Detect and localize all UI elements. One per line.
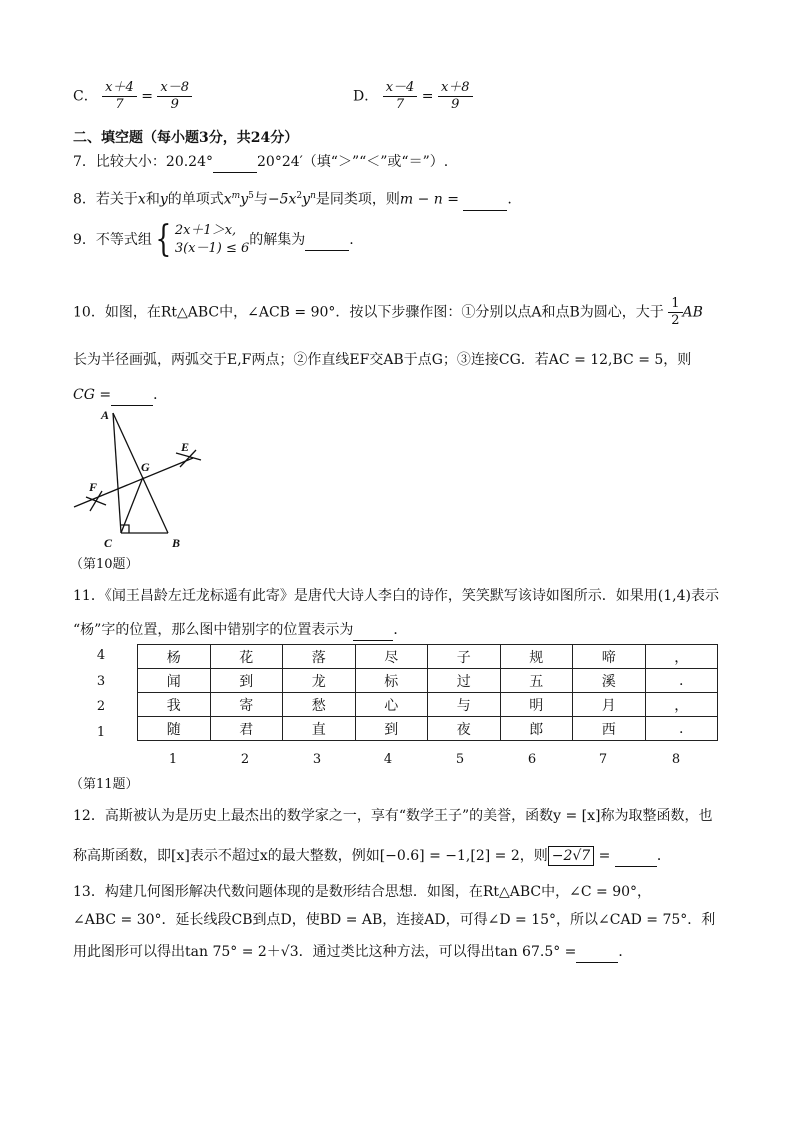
question-11-line-2: “杨”字的位置，那么图中错别字的位置表示为 ． [73,620,407,641]
grid-cell: 寄 [210,693,283,717]
arc-mark-f2 [90,491,102,511]
grid-cell: 落 [283,645,356,669]
grid-cell: . [645,669,718,693]
question-13-line-1: 13．构建几何图形解决代数问题体现的是数形结合思想．如图，在Rt△ABC中，∠C = 90°， [73,884,652,900]
answer-blank[interactable] [353,620,393,641]
grid-cell: 夜 [428,717,501,741]
question-11-line-1: 11．《闻王昌龄左迁龙标遥有此寄》是唐代大诗人李白的诗作，笑笑默写该诗如图所示．如果用(1,4)表示 [73,588,720,604]
grid-cell: 到 [210,669,283,693]
col-label: 3 [312,752,322,767]
grid-cell: 月 [573,693,646,717]
col-label: 5 [455,752,465,767]
question-13-line-2: ∠ABC = 30°．延长线段CB到点D，使BD = AB，连接AD，可得∠D = 15°，所以∠CAD = 75°．利 [73,912,716,928]
option-d: D． $\frac{x-4}{7}$ = $\frac{x+8}{9}$ [353,80,473,113]
col-label: 8 [671,752,681,767]
grid-cell: 闻 [138,669,211,693]
arc-mark-e1 [176,453,201,460]
table-row [138,693,718,717]
caption-q11: （第11题） [70,777,139,792]
option-c: C． $\frac{x+4}{7}$ = $\frac{x-8}{9}$ [73,80,192,113]
question-10-line-1: 10．如图，在Rt△ABC中，∠ACB = 90°．按以下步骤作图：①分别以点A和点B为圆心，大于 $\frac{1}{2}$ AB [73,296,703,328]
figure-q10 [68,405,208,553]
grid-cell: 五 [500,669,573,693]
answer-blank[interactable] [213,152,257,173]
grid-cell: 心 [355,693,428,717]
question-9: 9．不等式组{ 2x＋1＞x, 3(x－1) ≤ 6 的解集为 . [73,219,354,260]
grid-cell: 花 [210,645,283,669]
grid-cell: ， [645,693,718,717]
label-b: B [172,536,181,550]
grid-cell: 子 [428,645,501,669]
grid-cell: 愁 [283,693,356,717]
grid-cell: 过 [428,669,501,693]
grid-cell: 郎 [500,717,573,741]
grid-cell: 标 [355,669,428,693]
answer-blank[interactable] [111,385,153,406]
table-row [138,717,718,741]
grid-cell: ， [645,645,718,669]
label-c: C [104,536,113,550]
row-label: 1 [96,725,106,740]
grid-cell: 到 [355,717,428,741]
col-label: 2 [240,752,250,767]
label-g: G [141,460,150,474]
grid-cell: 溪 [573,669,646,693]
grid-cell: 龙 [283,669,356,693]
question-12-line-2: 称高斯函数，即[x]表示不超过x的最大整数，例如[−0.6] = −1,[2] = 2，则 −2√7 = ． [73,846,671,867]
floor-expression: −2√7 [548,846,594,866]
grid-cell: 尽 [355,645,428,669]
grid-cell: 明 [500,693,573,717]
grid-cell: 西 [573,717,646,741]
question-13-line-3: 用此图形可以得出tan 75° = 2＋√3．通过类比这种方法，可以得出tan 67.5° = ． [73,942,632,963]
col-label: 1 [168,752,178,767]
col-label: 4 [383,752,393,767]
section-title: 二、填空题（每小题3分，共24分） [73,130,299,146]
side-ac [113,413,121,533]
col-label: 6 [527,752,537,767]
grid-cell: 与 [428,693,501,717]
question-7: 7．比较大小：20.24° 20°24′（填“＞”“＜”或“＝”）. [73,152,448,173]
answer-blank[interactable] [615,846,657,867]
label-f: F [89,480,98,494]
grid-cell: 直 [283,717,356,741]
grid-cell: 君 [210,717,283,741]
question-10-line-2: 长为半径画弧，两弧交于E,F两点；②作直线EF交AB于点G；③连接CG．若AC = 12,BC = 5，则 [73,352,692,368]
poem-grid [137,644,718,741]
grid-cell: 啼 [573,645,646,669]
question-8: 8．若关于x和y的单项式$x^my^5$与$-5x^2y^n$是同类项，则m − n = . [73,186,512,211]
answer-blank[interactable] [576,942,618,963]
brace-icon: { [155,219,172,260]
col-label: 7 [598,752,608,767]
row-label: 4 [96,648,106,663]
row-label: 2 [96,699,106,714]
grid-cell: 我 [138,693,211,717]
grid-cell: 规 [500,645,573,669]
grid-cell: 随 [138,717,211,741]
row-label: 3 [96,674,106,689]
answer-blank[interactable] [463,190,507,211]
question-10-line-3: CG = ． [73,385,167,406]
question-12-line-1: 12．高斯被认为是历史上最杰出的数学家之一，享有“数学王子”的美誉，函数y = [x]称为取整函数，也 [73,808,713,824]
caption-q10: （第10题） [70,557,139,572]
table-row [138,669,718,693]
grid-cell: 杨 [138,645,211,669]
grid-cell: . [645,717,718,741]
answer-blank[interactable] [305,230,349,251]
label-a: A [101,408,110,422]
table-row [138,645,718,669]
label-e: E [181,440,190,454]
